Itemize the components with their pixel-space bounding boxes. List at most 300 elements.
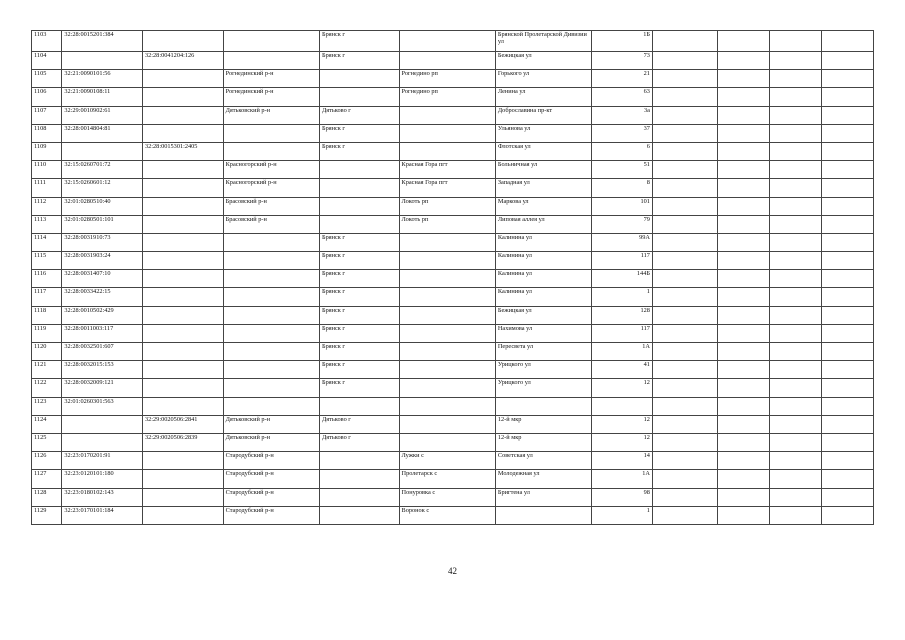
cell-extra-4 [821, 197, 873, 215]
cell-extra-1 [652, 252, 717, 270]
cell-cadastral-number-alt [142, 88, 223, 106]
cell-extra-4 [821, 506, 873, 524]
cell-extra-4 [821, 70, 873, 88]
cell-street [495, 506, 591, 524]
cell-city: Брянск г [319, 270, 399, 288]
table-row [32, 270, 874, 288]
cell-extra-4 [821, 397, 873, 415]
cell-cadastral-number: 32:28:0011003:117 [62, 324, 143, 342]
cell-extra-3 [770, 233, 821, 251]
cell-cadastral-number: 32:23:0170101:184 [62, 506, 143, 524]
cell-house-number [592, 397, 653, 415]
cell-extra-1 [652, 288, 717, 306]
cell-cadastral-number [62, 142, 143, 160]
cell-house-number: 6 [592, 142, 653, 160]
cell-row-number: 1108 [32, 124, 62, 142]
table-row [32, 288, 874, 306]
cell-cadastral-number-alt: 32:28:0041204:126 [142, 52, 223, 70]
cell-house-number: 37 [592, 124, 653, 142]
cell-row-number: 1126 [32, 452, 62, 470]
cell-extra-4 [821, 433, 873, 451]
cell-settlement [399, 306, 495, 324]
cell-cadastral-number: 32:23:0180102:143 [62, 488, 143, 506]
cell-row-number: 1105 [32, 70, 62, 88]
cell-extra-2 [717, 343, 769, 361]
cell-extra-2 [717, 215, 769, 233]
table-row [32, 88, 874, 106]
cell-district: Дятьковский р-н [223, 106, 319, 124]
table-row [32, 433, 874, 451]
cell-city [319, 488, 399, 506]
cell-house-number: 1 [592, 288, 653, 306]
cell-street: Ленина ул [495, 88, 591, 106]
cell-extra-1 [652, 106, 717, 124]
cell-street: 12-й мкр [495, 433, 591, 451]
cell-extra-4 [821, 324, 873, 342]
cell-cadastral-number-alt [142, 161, 223, 179]
table-row [32, 343, 874, 361]
cell-house-number: 128 [592, 306, 653, 324]
cell-street: Советская ул [495, 452, 591, 470]
cell-district: Брасовский р-н [223, 197, 319, 215]
cell-house-number: 3а [592, 106, 653, 124]
cell-extra-3 [770, 215, 821, 233]
cell-district: Дятьковский р-н [223, 433, 319, 451]
cell-city [319, 397, 399, 415]
cell-extra-4 [821, 124, 873, 142]
cell-extra-2 [717, 324, 769, 342]
cell-extra-4 [821, 179, 873, 197]
cell-extra-1 [652, 215, 717, 233]
cell-house-number: 117 [592, 324, 653, 342]
cell-street: Калинина ул [495, 288, 591, 306]
cell-cadastral-number-alt [142, 452, 223, 470]
cell-extra-2 [717, 288, 769, 306]
table-row [32, 161, 874, 179]
cell-cadastral-number-alt [142, 124, 223, 142]
cell-cadastral-number: 32:28:0032015:153 [62, 361, 143, 379]
cell-district [223, 306, 319, 324]
cell-extra-2 [717, 70, 769, 88]
cell-cadastral-number: 32:28:0015201:384 [62, 31, 143, 52]
cell-extra-2 [717, 52, 769, 70]
cell-district: Стародубский р-н [223, 488, 319, 506]
cell-city: Брянск г [319, 233, 399, 251]
cell-cadastral-number-alt [142, 197, 223, 215]
cell-house-number: 1 [592, 506, 653, 524]
cell-cadastral-number: 32:01:0260301:563 [62, 397, 143, 415]
cell-house-number: 12 [592, 415, 653, 433]
cell-row-number: 1125 [32, 433, 62, 451]
cell-extra-3 [770, 142, 821, 160]
cell-cadastral-number [62, 433, 143, 451]
cell-extra-4 [821, 415, 873, 433]
cell-settlement [399, 415, 495, 433]
cell-extra-2 [717, 233, 769, 251]
cell-cadastral-number: 32:21:0090101:56 [62, 70, 143, 88]
cell-city: Брянск г [319, 288, 399, 306]
cell-cadastral-number-alt [142, 270, 223, 288]
cell-extra-2 [717, 361, 769, 379]
cell-row-number: 1106 [32, 88, 62, 106]
cell-settlement [399, 106, 495, 124]
cell-extra-2 [717, 197, 769, 215]
cell-extra-1 [652, 124, 717, 142]
cell-settlement [399, 270, 495, 288]
cell-row-number: 1129 [32, 506, 62, 524]
cell-cadastral-number: 32:15:0260701:72 [62, 161, 143, 179]
cell-row-number: 1113 [32, 215, 62, 233]
cell-extra-4 [821, 31, 873, 52]
table-row [32, 197, 874, 215]
cell-house-number: 1А [592, 343, 653, 361]
cell-cadastral-number-alt [142, 397, 223, 415]
cell-extra-1 [652, 324, 717, 342]
cell-district [223, 252, 319, 270]
cell-extra-1 [652, 142, 717, 160]
cell-extra-4 [821, 288, 873, 306]
cell-extra-3 [770, 31, 821, 52]
cell-settlement [399, 433, 495, 451]
cell-street: Бригтена ул [495, 488, 591, 506]
cell-house-number: 98 [592, 488, 653, 506]
cell-house-number: 12 [592, 433, 653, 451]
cell-extra-1 [652, 161, 717, 179]
cell-row-number: 1104 [32, 52, 62, 70]
cell-settlement: Локоть рп [399, 197, 495, 215]
cell-extra-3 [770, 252, 821, 270]
cell-district [223, 52, 319, 70]
cell-extra-2 [717, 306, 769, 324]
cell-house-number: 51 [592, 161, 653, 179]
cell-extra-3 [770, 161, 821, 179]
cell-street: Урицкого ул [495, 361, 591, 379]
cell-extra-4 [821, 379, 873, 397]
cell-district: Дятьковский р-н [223, 415, 319, 433]
cell-extra-2 [717, 415, 769, 433]
cell-street: Молодежная ул [495, 470, 591, 488]
cell-extra-1 [652, 361, 717, 379]
cell-street: Маркова ул [495, 197, 591, 215]
cell-settlement [399, 31, 495, 52]
cell-settlement: Красная Гора пгт [399, 179, 495, 197]
cell-extra-4 [821, 361, 873, 379]
cell-cadastral-number-alt: 32:29:0020506:2839 [142, 433, 223, 451]
cell-settlement [399, 124, 495, 142]
cell-extra-2 [717, 88, 769, 106]
cell-row-number: 1119 [32, 324, 62, 342]
table-row [32, 70, 874, 88]
cell-house-number: 101 [592, 197, 653, 215]
cell-extra-2 [717, 452, 769, 470]
cell-extra-1 [652, 415, 717, 433]
cell-street: Калинина ул [495, 233, 591, 251]
cell-row-number: 1123 [32, 397, 62, 415]
page-number: 42 [448, 566, 457, 576]
cell-city: Брянск г [319, 252, 399, 270]
cell-street: Горького ул [495, 70, 591, 88]
cell-extra-2 [717, 106, 769, 124]
cell-extra-2 [717, 488, 769, 506]
cell-city: Брянск г [319, 31, 399, 52]
cell-extra-2 [717, 270, 769, 288]
cell-cadastral-number: 32:28:0033422:15 [62, 288, 143, 306]
cell-district: Брасовский р-н [223, 215, 319, 233]
cell-house-number: 144Б [592, 270, 653, 288]
cell-street: Бежицкая ул [495, 306, 591, 324]
cell-house-number: 21 [592, 70, 653, 88]
cell-city [319, 215, 399, 233]
table-row [32, 106, 874, 124]
cell-extra-4 [821, 142, 873, 160]
cell-street: Липовая аллея ул [495, 215, 591, 233]
cell-city: Дятьково г [319, 106, 399, 124]
cell-extra-1 [652, 197, 717, 215]
cell-settlement: Локоть рп [399, 215, 495, 233]
cell-city: Дятьково г [319, 433, 399, 451]
cell-street: Калинина ул [495, 270, 591, 288]
cell-house-number: 1Б [592, 31, 653, 52]
cell-row-number: 1115 [32, 252, 62, 270]
cell-extra-3 [770, 52, 821, 70]
cell-extra-3 [770, 397, 821, 415]
cell-city: Брянск г [319, 343, 399, 361]
cell-settlement [399, 324, 495, 342]
cell-extra-3 [770, 452, 821, 470]
cell-extra-3 [770, 179, 821, 197]
cell-cadastral-number: 32:28:0032009:121 [62, 379, 143, 397]
cell-cadastral-number [62, 415, 143, 433]
cell-settlement [399, 343, 495, 361]
cell-extra-1 [652, 179, 717, 197]
table-row [32, 379, 874, 397]
cell-extra-3 [770, 506, 821, 524]
cell-house-number: 12 [592, 379, 653, 397]
cell-extra-2 [717, 179, 769, 197]
cell-extra-1 [652, 88, 717, 106]
cell-city: Брянск г [319, 361, 399, 379]
cell-cadastral-number-alt: 32:29:0020506:2841 [142, 415, 223, 433]
cell-cadastral-number: 32:01:0280510:40 [62, 197, 143, 215]
cell-extra-3 [770, 379, 821, 397]
cell-extra-3 [770, 288, 821, 306]
cell-house-number: 41 [592, 361, 653, 379]
cell-cadastral-number-alt [142, 324, 223, 342]
cell-row-number: 1111 [32, 179, 62, 197]
cell-extra-3 [770, 88, 821, 106]
cell-city: Брянск г [319, 52, 399, 70]
table-row [32, 306, 874, 324]
cell-street: Западная ул [495, 179, 591, 197]
cell-city: Дятьково г [319, 415, 399, 433]
cell-district [223, 31, 319, 52]
cell-district: Стародубский р-н [223, 470, 319, 488]
cell-extra-1 [652, 233, 717, 251]
cell-extra-2 [717, 470, 769, 488]
cell-extra-2 [717, 161, 769, 179]
cell-extra-1 [652, 379, 717, 397]
cell-district [223, 270, 319, 288]
cell-extra-4 [821, 52, 873, 70]
table-row [32, 31, 874, 52]
cell-city: Брянск г [319, 324, 399, 342]
cell-row-number: 1103 [32, 31, 62, 52]
cell-cadastral-number: 32:28:0010502:429 [62, 306, 143, 324]
table-row [32, 361, 874, 379]
cell-extra-1 [652, 270, 717, 288]
cell-row-number: 1114 [32, 233, 62, 251]
cell-cadastral-number: 32:15:0260601:12 [62, 179, 143, 197]
cell-extra-4 [821, 452, 873, 470]
cell-row-number: 1118 [32, 306, 62, 324]
cell-extra-4 [821, 161, 873, 179]
table-row [32, 124, 874, 142]
cell-cadastral-number-alt [142, 215, 223, 233]
cell-cadastral-number: 32:29:0010902:61 [62, 106, 143, 124]
cell-extra-2 [717, 252, 769, 270]
cell-house-number: 79 [592, 215, 653, 233]
cell-street: Больничная ул [495, 161, 591, 179]
cell-district [223, 142, 319, 160]
cell-extra-3 [770, 306, 821, 324]
cell-extra-1 [652, 306, 717, 324]
table-row [32, 506, 874, 524]
cell-extra-3 [770, 488, 821, 506]
cell-row-number: 1110 [32, 161, 62, 179]
cell-street: Урицкого ул [495, 379, 591, 397]
cell-extra-1 [652, 506, 717, 524]
cell-cadastral-number: 32:01:0280501:101 [62, 215, 143, 233]
cell-extra-4 [821, 106, 873, 124]
cell-extra-1 [652, 70, 717, 88]
cell-street: Ульянова ул [495, 124, 591, 142]
table-row [32, 452, 874, 470]
cell-extra-3 [770, 270, 821, 288]
cell-street: Пересвета ул [495, 343, 591, 361]
cell-extra-4 [821, 306, 873, 324]
cell-house-number: 8 [592, 179, 653, 197]
cell-row-number: 1128 [32, 488, 62, 506]
table-row [32, 179, 874, 197]
cell-street: Нахимова ул [495, 324, 591, 342]
cell-extra-3 [770, 324, 821, 342]
cell-cadastral-number-alt [142, 506, 223, 524]
cell-extra-1 [652, 433, 717, 451]
cell-extra-1 [652, 452, 717, 470]
cell-row-number: 1124 [32, 415, 62, 433]
cell-settlement [399, 52, 495, 70]
cell-extra-4 [821, 470, 873, 488]
cell-row-number: 1109 [32, 142, 62, 160]
cell-row-number: 1112 [32, 197, 62, 215]
cell-cadastral-number-alt [142, 233, 223, 251]
cell-extra-4 [821, 488, 873, 506]
cell-district: Рогнединский р-н [223, 70, 319, 88]
table-row [32, 233, 874, 251]
cell-city [319, 452, 399, 470]
cell-extra-4 [821, 270, 873, 288]
table-row [32, 252, 874, 270]
cell-extra-2 [717, 506, 769, 524]
cell-house-number: 99А [592, 233, 653, 251]
cell-row-number: 1127 [32, 470, 62, 488]
cell-city [319, 506, 399, 524]
cell-street: Флотская ул [495, 142, 591, 160]
cell-district: Красногорский р-н [223, 179, 319, 197]
cell-city [319, 161, 399, 179]
cell-district [223, 379, 319, 397]
cell-district [223, 124, 319, 142]
cell-settlement [399, 361, 495, 379]
cell-extra-3 [770, 124, 821, 142]
cell-row-number: 1122 [32, 379, 62, 397]
cell-street: Доброславина пр-кт [495, 106, 591, 124]
table-row [32, 470, 874, 488]
cell-extra-3 [770, 470, 821, 488]
cell-street: Бежицкая ул [495, 52, 591, 70]
cell-city [319, 197, 399, 215]
cell-row-number: 1121 [32, 361, 62, 379]
cell-settlement [399, 379, 495, 397]
cell-cadastral-number-alt [142, 70, 223, 88]
cell-district [223, 324, 319, 342]
cell-settlement [399, 233, 495, 251]
cell-district: Красногорский р-н [223, 161, 319, 179]
cell-extra-3 [770, 106, 821, 124]
cell-city [319, 470, 399, 488]
table-row [32, 324, 874, 342]
cell-settlement: Понуровка с [399, 488, 495, 506]
table-row [32, 142, 874, 160]
registry-table [31, 30, 874, 525]
cell-cadastral-number-alt [142, 106, 223, 124]
cell-street: Калинина ул [495, 252, 591, 270]
cell-extra-2 [717, 124, 769, 142]
cell-district [223, 343, 319, 361]
cell-cadastral-number-alt [142, 31, 223, 52]
cell-cadastral-number-alt [142, 288, 223, 306]
cell-cadastral-number: 32:28:0031407:10 [62, 270, 143, 288]
cell-city: Брянск г [319, 379, 399, 397]
cell-city [319, 88, 399, 106]
cell-extra-3 [770, 433, 821, 451]
cell-extra-3 [770, 197, 821, 215]
cell-extra-3 [770, 70, 821, 88]
cell-city: Брянск г [319, 142, 399, 160]
cell-district [223, 397, 319, 415]
cell-row-number: 1117 [32, 288, 62, 306]
cell-district: Рогнединский р-н [223, 88, 319, 106]
table-row [32, 415, 874, 433]
cell-extra-3 [770, 415, 821, 433]
cell-city [319, 179, 399, 197]
cell-extra-4 [821, 343, 873, 361]
cell-settlement [399, 252, 495, 270]
cell-house-number: 117 [592, 252, 653, 270]
cell-extra-2 [717, 433, 769, 451]
cell-district [223, 361, 319, 379]
cell-extra-1 [652, 397, 717, 415]
cell-extra-3 [770, 361, 821, 379]
cell-street: Брянской Пролетарской Дивизии ул [495, 31, 591, 52]
cell-city: Брянск г [319, 306, 399, 324]
cell-cadastral-number-alt [142, 252, 223, 270]
cell-cadastral-number: 32:21:0090108:11 [62, 88, 143, 106]
cell-settlement: Воронок с [399, 506, 495, 524]
cell-cadastral-number-alt [142, 470, 223, 488]
table-row [32, 215, 874, 233]
cell-cadastral-number-alt [142, 361, 223, 379]
